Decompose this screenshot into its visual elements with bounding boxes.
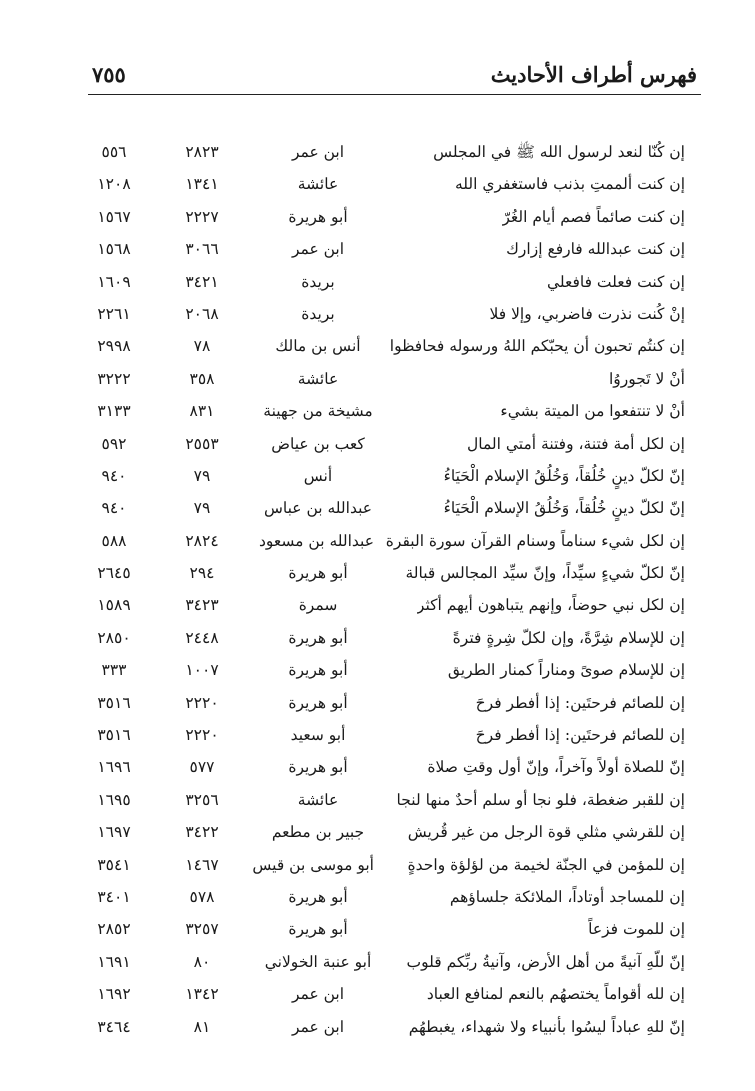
hadith-text: إنّ لكلّ شيءٍ سيِّداً، وإنّ سيِّد المجالس قبالة: [405, 564, 685, 583]
narrator: أبو هريرة: [288, 693, 348, 712]
index-row: [0, 816, 755, 848]
hadith-number: ١٣٤٢: [185, 985, 219, 1004]
hadith-text: إن كُنّا لنعد لرسول الله ﷺ في المجلس: [433, 143, 685, 161]
hadith-number: ٣٤٢١: [185, 272, 219, 291]
hadith-text: إن كنت ألممتِ بذنب فاستغفري الله: [454, 175, 685, 194]
index-row: [0, 233, 755, 265]
index-row: [0, 266, 755, 298]
narrator: أبو عنبة الخولاني: [264, 952, 372, 971]
hadith-text: إن للصائم فرحتَين: إذا أفطر فرحَ: [475, 693, 685, 712]
narrator: أبو هريرة: [288, 207, 348, 226]
hadith-text: إن كنت فعلت فافعلي: [546, 272, 685, 291]
hadith-number: ١٣٤١: [185, 175, 219, 194]
page-reference: ٢٦٤٥: [97, 564, 131, 583]
index-row: [0, 751, 755, 783]
page-reference: ٥٨٨: [101, 531, 127, 550]
page-reference: ٣٢٢٢: [97, 369, 131, 388]
page-reference: ١٥٦٧: [97, 207, 131, 226]
narrator: كعب بن عياض: [271, 434, 365, 453]
hadith-text: إن كنتُم تحبون أن يحبّكم اللهُ ورسوله فحافظوا: [389, 337, 685, 356]
hadith-text: إنّ للهِ عباداً ليسُوا بأنبياء ولا شهداء، يغبطهُم: [408, 1017, 685, 1036]
page-reference: ١٦٩٥: [97, 790, 131, 809]
index-row: [0, 525, 755, 557]
index-row: [0, 849, 755, 881]
page-reference: ٣١٣٣: [97, 402, 131, 421]
hadith-text: إن لكل أمة فتنة، وفتنة أمتي المال: [466, 434, 685, 453]
narrator: أبو هريرة: [288, 758, 348, 777]
narrator: أبو هريرة: [288, 564, 348, 583]
narrator: ابن عمر: [291, 240, 345, 259]
page-reference: ٣٤٦٤: [97, 1017, 131, 1036]
narrator: أنس بن مالك: [275, 337, 361, 356]
hadith-number: ٢٢٢٧: [185, 207, 219, 226]
page-reference: ١٦٩٧: [97, 823, 131, 842]
page-reference: ٩٤٠: [101, 466, 127, 485]
page-reference: ٣٥٤١: [97, 855, 131, 874]
hadith-text: إن للإسلام صوىً ومناراً كمنار الطريق: [447, 661, 685, 680]
index-row: [0, 298, 755, 330]
hadith-number: ٣٠٦٦: [185, 240, 219, 259]
page-reference: ١٦٠٩: [97, 272, 131, 291]
narrator: أبو هريرة: [288, 661, 348, 680]
index-row: [0, 913, 755, 945]
index-row: [0, 428, 755, 460]
narrator: عائشة: [297, 790, 339, 809]
hadith-text: إنّ للصلاة أولاً وآخراً، وإنّ أول وقتِ صلاة: [427, 758, 685, 777]
hadith-number: ٥٧٨: [189, 887, 215, 906]
narrator: أنس: [303, 466, 333, 485]
hadith-text: أنْ لا تنتفعوا من الميتة بشيء: [500, 402, 685, 421]
hadith-text: إن للموت فزعاً: [588, 920, 685, 939]
index-row: [0, 589, 755, 621]
index-row: [0, 881, 755, 913]
hadith-text: إن كنت صائماً فصم أيام الغُرّ: [502, 207, 685, 226]
hadith-text: إنْ كُنت نذرت فاضربي، وإلا فلا: [489, 304, 685, 323]
page-header: [88, 62, 701, 95]
hadith-number: ١٤٦٧: [185, 855, 219, 874]
page-reference: ٢٨٥٢: [97, 920, 131, 939]
index-row: [0, 395, 755, 427]
hadith-number: ٥٧٧: [189, 758, 215, 777]
page-reference: ١٥٨٩: [97, 596, 131, 615]
narrator: سمرة: [298, 596, 338, 615]
index-row: [0, 557, 755, 589]
index-row: [0, 784, 755, 816]
hadith-number: ٢٩٤: [189, 564, 215, 583]
page-reference: ٢٩٩٨: [97, 337, 131, 356]
narrator: أبو سعيد: [290, 726, 346, 745]
hadith-number: ٣٤٢٢: [185, 823, 219, 842]
hadith-number: ٢٨٢٣: [185, 143, 219, 161]
index-row: [0, 492, 755, 524]
page-title: فهرس أطراف الأحاديث: [490, 62, 697, 87]
index-row: [0, 687, 755, 719]
narrator: ابن عمر: [291, 985, 345, 1004]
hadith-number: ٨٣١: [189, 402, 215, 421]
index-row: [0, 136, 755, 168]
index-row: [0, 201, 755, 233]
narrator: أبو هريرة: [288, 920, 348, 939]
page-reference: ١٦٩٢: [97, 985, 131, 1004]
page-reference: ٣٣٣: [101, 661, 127, 680]
page-reference: ١٦٩١: [97, 952, 131, 971]
hadith-index-list: [0, 136, 755, 1043]
hadith-number: ٣٤٢٣: [185, 596, 219, 615]
narrator: جبير بن مطعم: [271, 823, 365, 842]
hadith-number: ٨٠: [193, 952, 211, 971]
page-number: ٧٥٥: [92, 62, 126, 87]
hadith-text: إن للإسلام شِرَّةً، وإن لكلّ شِرةٍ فترةً: [452, 628, 685, 647]
narrator: أبو هريرة: [288, 887, 348, 906]
page-reference: ٩٤٠: [101, 499, 127, 518]
page-reference: ١٥٦٨: [97, 240, 131, 259]
hadith-text: إن للقرشي مثلي قوة الرجل من غير قُريش: [407, 823, 685, 842]
hadith-number: ٢٢٢٠: [185, 726, 219, 745]
hadith-text: إنّ للّهِ آنيةً من أهل الأرض، وآنيةُ ربِّكم قلوب: [406, 952, 685, 971]
narrator: بريدة: [301, 304, 335, 323]
hadith-number: ٢٠٦٨: [185, 304, 219, 323]
hadith-text: إن لله أقواماً يختصهُم بالنعم لمنافع العباد: [426, 985, 685, 1004]
narrator: أبو هريرة: [288, 628, 348, 647]
hadith-text: إن للمساجد أوتاداً، الملائكة جلساؤهم: [449, 887, 685, 906]
narrator: عائشة: [297, 175, 339, 194]
index-row: [0, 654, 755, 686]
page-reference: ٢٢٦١: [97, 304, 131, 323]
page-reference: ٢٨٥٠: [97, 628, 131, 647]
hadith-number: ٣٥٨: [189, 369, 215, 388]
hadith-text: أنْ لا تَجوروُا: [609, 369, 685, 388]
index-row: [0, 168, 755, 200]
hadith-text: إن لكل شيء سناماً وسنام القرآن سورة البقرة: [385, 531, 685, 550]
hadith-text: إن لكل نبي حوضاً، وإنهم يتباهون أيهم أكثر: [416, 596, 685, 615]
hadith-number: ٢٢٢٠: [185, 693, 219, 712]
index-row: [0, 1011, 755, 1043]
hadith-number: ٧٩: [193, 466, 211, 485]
index-row: [0, 719, 755, 751]
narrator: أبو موسى بن قيس: [252, 855, 374, 874]
page-reference: ١٦٩٦: [97, 758, 131, 777]
hadith-number: ٨١: [193, 1017, 211, 1036]
hadith-text: إن للقبر ضغطة، فلو نجا أو سلم أحدٌ منها لنجا: [396, 790, 685, 809]
narrator: ابن عمر: [291, 1017, 345, 1036]
hadith-text: إن للمؤمن في الجنّة لخيمة من لؤلؤة واحدةٍ: [407, 855, 685, 874]
hadith-number: ٢٥٥٣: [185, 434, 219, 453]
index-row: [0, 622, 755, 654]
index-row: [0, 946, 755, 978]
hadith-number: ٣٢٥٦: [185, 790, 219, 809]
hadith-number: ١٠٠٧: [185, 661, 219, 680]
hadith-text: إنّ لكلّ دينٍ خُلُقاً، وَخُلُقُ الإسلام الْحَيَاءُ: [443, 499, 685, 518]
page-reference: ١٢٠٨: [97, 175, 131, 194]
hadith-number: ٢٤٤٨: [185, 628, 219, 647]
narrator: عائشة: [297, 369, 339, 388]
narrator: مشيخة من جهينة: [263, 402, 373, 421]
index-row: [0, 978, 755, 1010]
page-reference: ٣٥١٦: [97, 726, 131, 745]
hadith-text: إن كنت عبدالله فارفع إزارك: [506, 240, 685, 259]
page-reference: ٥٥٦: [101, 143, 127, 161]
narrator: عبدالله بن عباس: [263, 499, 373, 518]
hadith-number: ٧٨: [193, 337, 211, 356]
hadith-number: ٣٢٥٧: [185, 920, 219, 939]
hadith-text: إن للصائم فرحتَين: إذا أفطر فرحَ: [475, 726, 685, 745]
index-row: [0, 363, 755, 395]
hadith-text: إنّ لكلّ دينٍ خُلُقاً، وَخُلُقُ الإسلام الْحَيَاءُ: [443, 466, 685, 485]
narrator: عبدالله بن مسعود: [258, 531, 374, 550]
index-row: [0, 460, 755, 492]
page-reference: ٣٤٠١: [97, 887, 131, 906]
narrator: بريدة: [301, 272, 335, 291]
page-reference: ٣٥١٦: [97, 693, 131, 712]
hadith-number: ٢٨٢٤: [185, 531, 219, 550]
narrator: ابن عمر: [291, 143, 345, 161]
page-reference: ٥٩٢: [101, 434, 127, 453]
index-row: [0, 330, 755, 362]
hadith-number: ٧٩: [193, 499, 211, 518]
